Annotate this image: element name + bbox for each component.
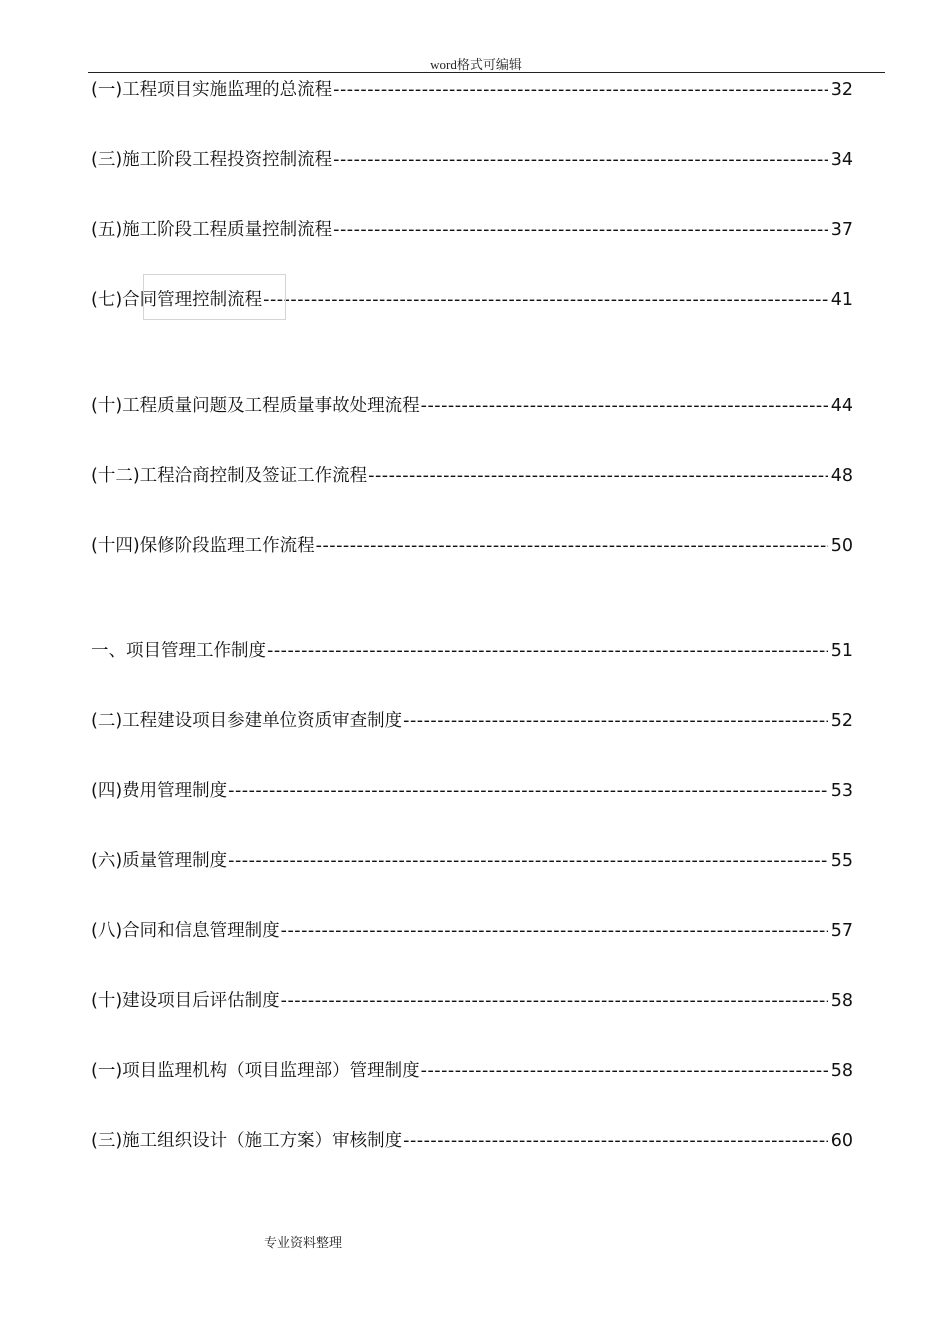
toc-title: (十二)工程洽商控制及签证工作流程 — [91, 466, 368, 486]
toc-entry[interactable] — [91, 217, 853, 243]
toc-title: (三)施工阶段工程投资控制流程 — [91, 150, 333, 170]
toc-entry[interactable] — [91, 708, 853, 734]
toc-entry[interactable] — [91, 533, 853, 559]
toc-page-number: 55 — [830, 851, 853, 871]
toc-page-number: 41 — [830, 290, 853, 310]
toc-entry[interactable] — [91, 918, 853, 944]
toc-leader — [316, 533, 828, 559]
toc-title: (八)合同和信息管理制度 — [91, 921, 280, 941]
toc-page-number: 57 — [830, 921, 853, 941]
toc-entry[interactable] — [91, 287, 853, 313]
toc-title: (十四)保修阶段监理工作流程 — [91, 536, 315, 556]
toc-leader — [403, 1128, 828, 1154]
toc-title: (五)施工阶段工程质量控制流程 — [91, 220, 333, 240]
toc-title: (六)质量管理制度 — [91, 851, 228, 871]
toc-title: (三)施工组织设计（施工方案）审核制度 — [91, 1131, 403, 1151]
toc-title: (四)费用管理制度 — [91, 781, 228, 801]
toc-page-number: 44 — [830, 396, 853, 416]
toc-title: (二)工程建设项目参建单位资质审查制度 — [91, 711, 403, 731]
toc-entry[interactable] — [91, 778, 853, 804]
toc-leader — [333, 147, 828, 173]
toc-title: (十)工程质量问题及工程质量事故处理流程 — [91, 396, 420, 416]
toc-page-number: 34 — [830, 150, 853, 170]
toc-entry[interactable] — [91, 988, 853, 1014]
toc-title: 一、项目管理工作制度 — [91, 641, 266, 661]
toc-entry[interactable] — [91, 638, 853, 664]
toc-title: (七)合同管理控制流程 — [91, 290, 263, 310]
toc-title: (一)项目监理机构（项目监理部）管理制度 — [91, 1061, 420, 1081]
toc-entry[interactable] — [91, 77, 853, 103]
toc-leader — [333, 77, 828, 103]
toc-entry[interactable] — [91, 1058, 853, 1084]
toc-title: (十)建设项目后评估制度 — [91, 991, 280, 1011]
toc-leader — [281, 988, 828, 1014]
toc-entry[interactable] — [91, 463, 853, 489]
toc-page-number: 51 — [830, 641, 853, 661]
toc-leader — [368, 463, 828, 489]
toc-page-number: 58 — [830, 991, 853, 1011]
toc-leader — [421, 393, 828, 419]
toc-entry[interactable] — [91, 848, 853, 874]
toc-page-number: 37 — [830, 220, 853, 240]
toc-page-number: 53 — [830, 781, 853, 801]
page-footer: 专业资料整理 — [264, 1235, 343, 1250]
toc-leader — [228, 848, 828, 874]
toc-leader — [403, 708, 828, 734]
toc-title: (一)工程项目实施监理的总流程 — [91, 80, 333, 100]
toc-page-number: 50 — [830, 536, 853, 556]
toc-page-number: 52 — [830, 711, 853, 731]
header-rule — [88, 72, 885, 73]
toc-page-number: 58 — [830, 1061, 853, 1081]
toc-entry[interactable] — [91, 147, 853, 173]
toc-leader — [263, 287, 828, 313]
toc-leader — [421, 1058, 828, 1084]
toc-page-number: 60 — [830, 1131, 853, 1151]
toc-entry[interactable] — [91, 1128, 853, 1154]
toc-page-number: 32 — [830, 80, 853, 100]
page-header: word格式可编辑 — [430, 57, 522, 72]
toc-entry[interactable] — [91, 393, 853, 419]
toc-leader — [281, 918, 828, 944]
toc-leader — [228, 778, 828, 804]
toc-leader — [333, 217, 828, 243]
toc-leader — [267, 638, 828, 664]
toc-page-number: 48 — [830, 466, 853, 486]
